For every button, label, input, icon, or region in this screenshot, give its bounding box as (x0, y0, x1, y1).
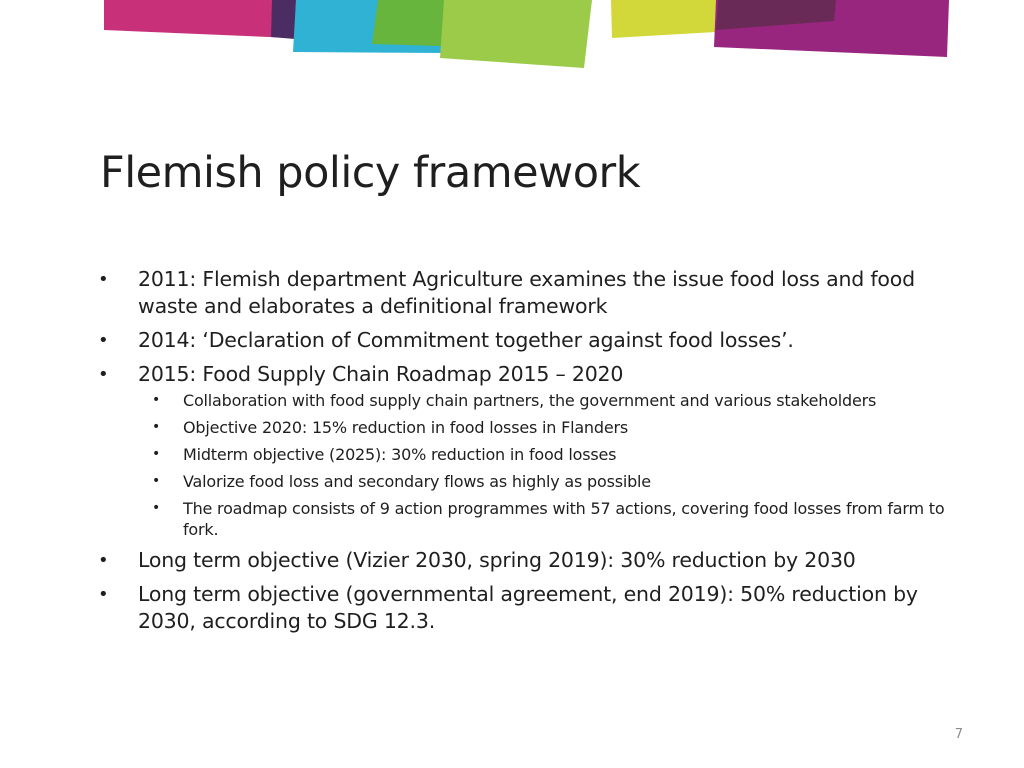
sub-bullet-item (138, 417, 976, 438)
sub-bullet-item (138, 498, 976, 540)
sub-bullet-item (138, 390, 976, 411)
sub-bullet-item (138, 444, 976, 465)
bullet-text: 2015: Food Supply Chain Roadmap 2015 – 2020 (138, 362, 624, 386)
bullet-text: 2011: Flemish department Agriculture examines the issue food loss and food waste and elaborates a definitional framework (138, 267, 915, 318)
bullet-text: Long term objective (Vizier 2030, spring 2019): 30% reduction by 2030 (138, 548, 856, 572)
bullet-glyph: • (98, 584, 109, 605)
sub-bullet-text: The roadmap consists of 9 action programmes with 57 actions, covering food losses from farm to fork. (183, 499, 945, 539)
sub-bullet-text: Collaboration with food supply chain partners, the government and various stakeholders (183, 391, 877, 410)
bullet-glyph: • (98, 550, 109, 571)
banner-yellow-block (611, 0, 722, 38)
sub-bullet-text: Valorize food loss and secondary flows as highly as possible (183, 472, 651, 491)
page-number: 7 (954, 727, 963, 742)
banner-pink-block (104, 0, 296, 38)
sub-bullet-glyph: • (152, 392, 161, 408)
banner-dark-purple-block (271, 0, 296, 39)
banner-lime-block (440, 0, 592, 68)
bullet-text: Long term objective (governmental agreement, end 2019): 50% reduction by 2030, according to SDG 12.3. (138, 582, 918, 633)
sub-bullet-glyph: • (152, 446, 161, 462)
sub-bullet-glyph: • (152, 419, 161, 435)
bullet-item-governmental-agreement (96, 581, 976, 635)
decorative-color-banner (0, 0, 1024, 80)
slide-title: Flemish policy framework (100, 148, 641, 198)
sub-bullet-glyph: • (152, 500, 161, 516)
sub-bullet-text: Objective 2020: 15% reduction in food losses in Flanders (183, 418, 628, 437)
bullet-glyph: • (98, 330, 109, 351)
sub-bullet-item (138, 471, 976, 492)
bullet-glyph: • (98, 364, 109, 385)
bullet-item-2015 (96, 361, 976, 540)
bullet-item-2011 (96, 266, 976, 320)
bullet-item-2014 (96, 327, 976, 354)
sub-bullet-glyph: • (152, 473, 161, 489)
bullet-glyph: • (98, 269, 109, 290)
sub-bullet-text: Midterm objective (2025): 30% reduction in food losses (183, 445, 617, 464)
roadmap-sublist (138, 390, 976, 540)
bullet-text: 2014: ‘Declaration of Commitment together against food losses’. (138, 328, 794, 352)
bullet-list (96, 266, 976, 642)
bullet-item-vizier-2030 (96, 547, 976, 574)
